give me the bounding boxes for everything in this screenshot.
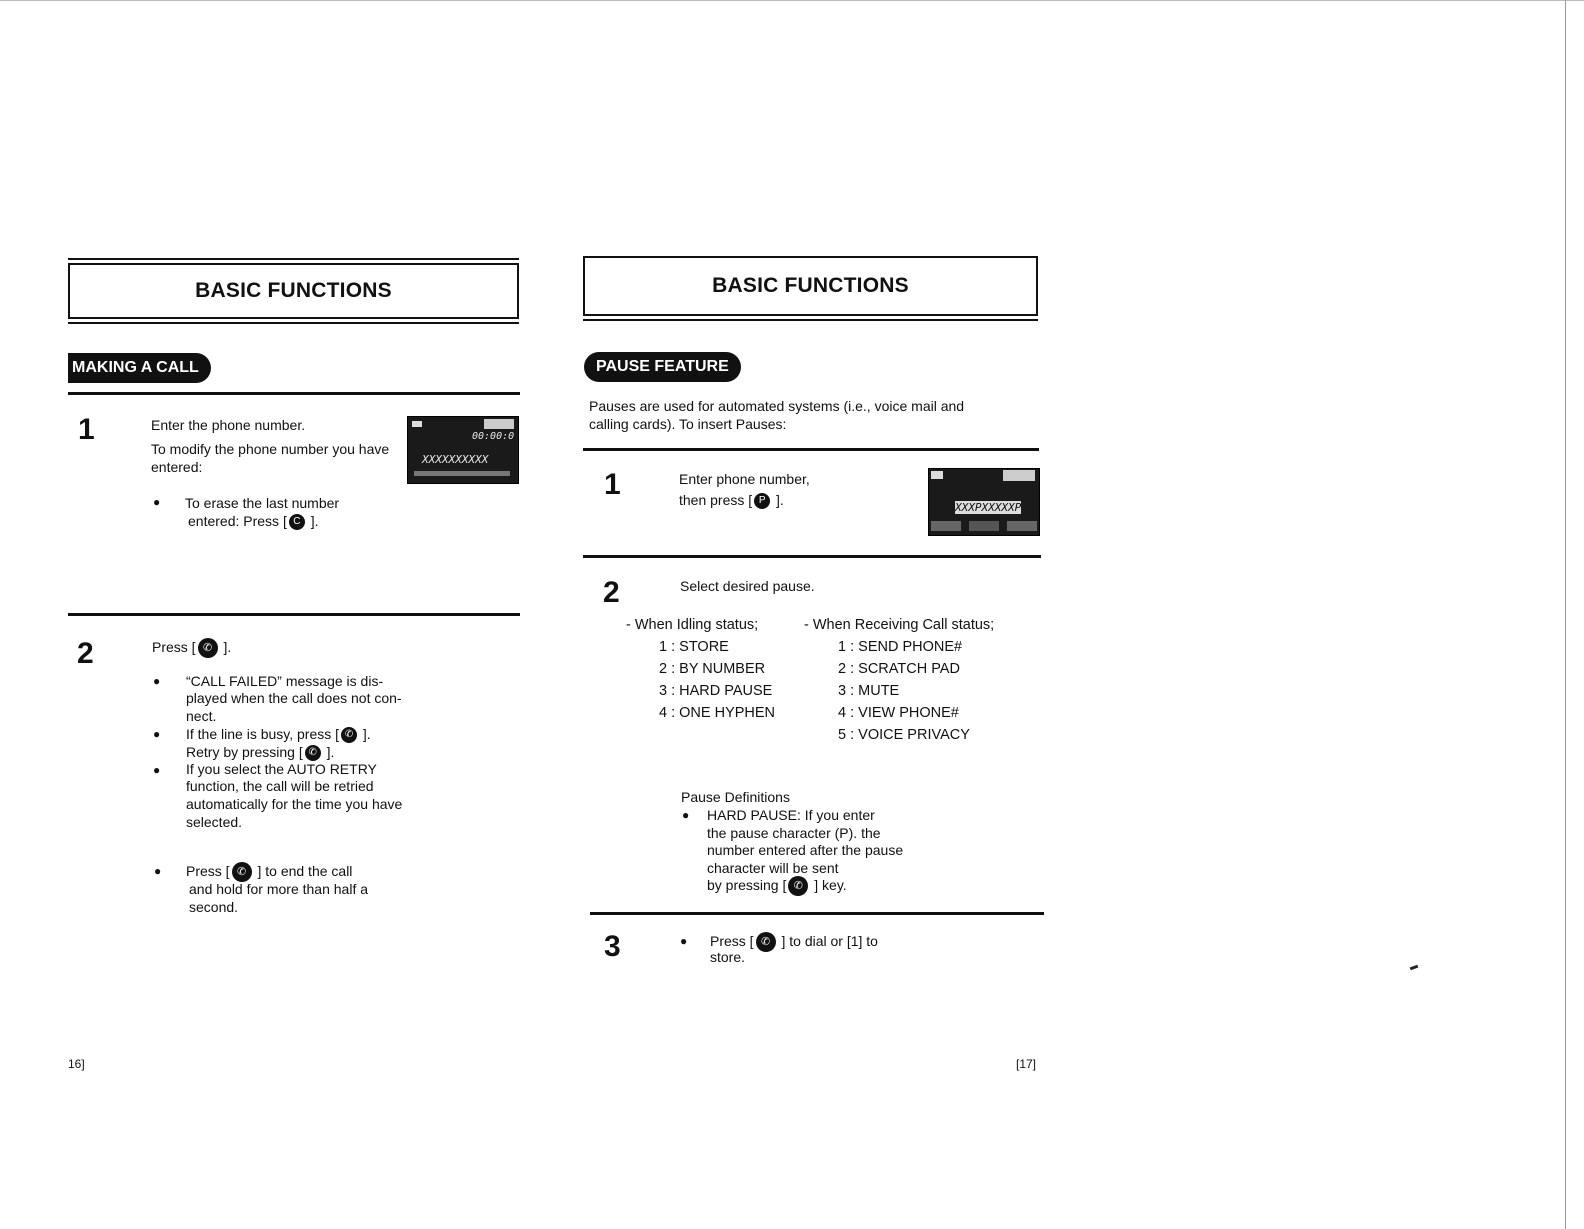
phone-send-icon: ✆ — [198, 638, 218, 658]
text-segment: If the line is busy, press [ — [186, 726, 340, 742]
bullet-dot: ● — [680, 934, 688, 948]
text-segment: Press [ — [186, 863, 230, 879]
page-number: [17] — [1016, 1057, 1037, 1071]
phone-display-image: XXXPXXXXXP — [928, 468, 1040, 536]
phone-end-icon: ✆ — [232, 862, 252, 882]
definition-text — [707, 876, 847, 896]
step-text: To modify the phone number you have — [151, 441, 390, 457]
step-text: Enter phone number, — [679, 471, 810, 487]
idle-status-header: - When Idling status; — [626, 617, 759, 633]
step-number: 3 — [604, 930, 621, 963]
text-segment: ]. — [359, 726, 371, 742]
text-segment: ]. — [219, 639, 232, 655]
receiving-item: 2 : SCRATCH PAD — [838, 661, 960, 677]
text-segment: then press [ — [679, 492, 753, 508]
bullet-text — [186, 725, 371, 743]
bullet-dot: ● — [682, 808, 690, 822]
right-page-title: BASIC FUNCTIONS — [583, 256, 1038, 316]
header-rule-top — [68, 258, 519, 260]
definition-text: the pause character (P). the — [707, 825, 881, 841]
step-text: entered: — [151, 459, 203, 475]
bullet-text: If you select the AUTO RETRY — [186, 761, 377, 777]
bullet-text: To erase the last number — [185, 495, 340, 511]
receiving-item: 5 : VOICE PRIVACY — [838, 727, 970, 743]
clear-key-icon: C — [289, 514, 305, 530]
step-rule — [68, 392, 520, 395]
phone-display-image: 00:00:0 XXXXXXXXXX — [407, 416, 519, 484]
phone-send-icon: ✆ — [305, 745, 321, 761]
intro-text: calling cards). To insert Pauses: — [589, 416, 787, 432]
definition-text: number entered after the pause — [707, 842, 904, 858]
receiving-item: 1 : SEND PHONE# — [838, 639, 963, 655]
definition-text: character will be sent — [707, 860, 839, 876]
section-making-a-call: MAKING A CALL — [68, 353, 211, 383]
intro-text: Pauses are used for automated systems (i.e., voice mail and — [589, 398, 965, 414]
idle-item: 1 : STORE — [659, 639, 729, 655]
text-segment: ]. — [322, 744, 335, 760]
bullet-text: and hold for more than half a — [189, 881, 369, 897]
top-edge-line — [0, 0, 1584, 1]
receiving-item: 3 : MUTE — [838, 683, 900, 699]
step-rule — [583, 555, 1041, 558]
text-segment: ] to end the call — [253, 863, 353, 879]
left-page-title: BASIC FUNCTIONS — [68, 263, 519, 319]
text-segment: entered: Press [ — [188, 513, 287, 529]
phone-send-icon: ✆ — [788, 876, 808, 896]
text-segment: ] key. — [810, 877, 847, 893]
bullet-text: nect. — [186, 708, 217, 724]
bullet-dot: ● — [153, 763, 161, 777]
text-segment: by pressing [ — [707, 877, 787, 893]
header-rule-bottom — [583, 319, 1038, 321]
step-rule — [583, 448, 1039, 451]
step-text: store. — [710, 949, 746, 965]
step-rule — [590, 912, 1044, 915]
step-text — [679, 491, 784, 509]
text-segment: ]. — [772, 492, 784, 508]
text-segment: ] to dial or [1] to — [777, 933, 878, 949]
right-edge-line — [1565, 0, 1566, 1229]
header-rule-bottom — [68, 322, 519, 324]
bullet-dot: ● — [153, 727, 161, 741]
phone-end-icon: ✆ — [341, 727, 357, 743]
step-number: 1 — [78, 413, 95, 446]
text-segment: ]. — [306, 513, 319, 529]
bullet-dot: ● — [153, 674, 161, 688]
bullet-text — [188, 512, 319, 530]
bullet-text: second. — [189, 899, 239, 915]
text-segment: Press [ — [152, 639, 196, 655]
bullet-dot: ● — [153, 495, 161, 509]
scan-speck — [1410, 965, 1419, 971]
pause-definitions-title: Pause Definitions — [681, 789, 790, 805]
step-number: 2 — [77, 637, 94, 670]
bullet-text: “CALL FAILED” message is dis- — [186, 673, 384, 689]
bullet-text — [186, 743, 334, 761]
receiving-status-header: - When Receiving Call status; — [804, 617, 995, 633]
step-number: 1 — [604, 468, 621, 501]
bullet-text: played when the call does not con- — [186, 690, 402, 706]
pause-key-icon: P — [754, 493, 770, 509]
step-number: 2 — [603, 576, 620, 609]
bullet-text: automatically for the time you have — [186, 796, 403, 812]
bullet-text: function, the call will be retried — [186, 778, 374, 794]
idle-item: 2 : BY NUMBER — [659, 661, 766, 677]
bullet-dot: ● — [154, 864, 162, 878]
step-text: Select desired pause. — [680, 578, 815, 594]
idle-item: 3 : HARD PAUSE — [659, 683, 773, 699]
section-pause-feature: PAUSE FEATURE — [584, 352, 741, 382]
page-number: 16] — [68, 1057, 85, 1071]
bullet-text: selected. — [186, 814, 243, 830]
step-rule — [68, 613, 520, 616]
step-text: Enter the phone number. — [151, 417, 306, 433]
text-segment: Press [ — [710, 933, 754, 949]
idle-item: 4 : ONE HYPHEN — [659, 705, 776, 721]
step-text — [152, 638, 231, 658]
text-segment: Retry by pressing [ — [186, 744, 303, 760]
phone-send-icon: ✆ — [756, 932, 776, 952]
receiving-item: 4 : VIEW PHONE# — [838, 705, 959, 721]
definition-text: HARD PAUSE: If you enter — [707, 807, 875, 823]
